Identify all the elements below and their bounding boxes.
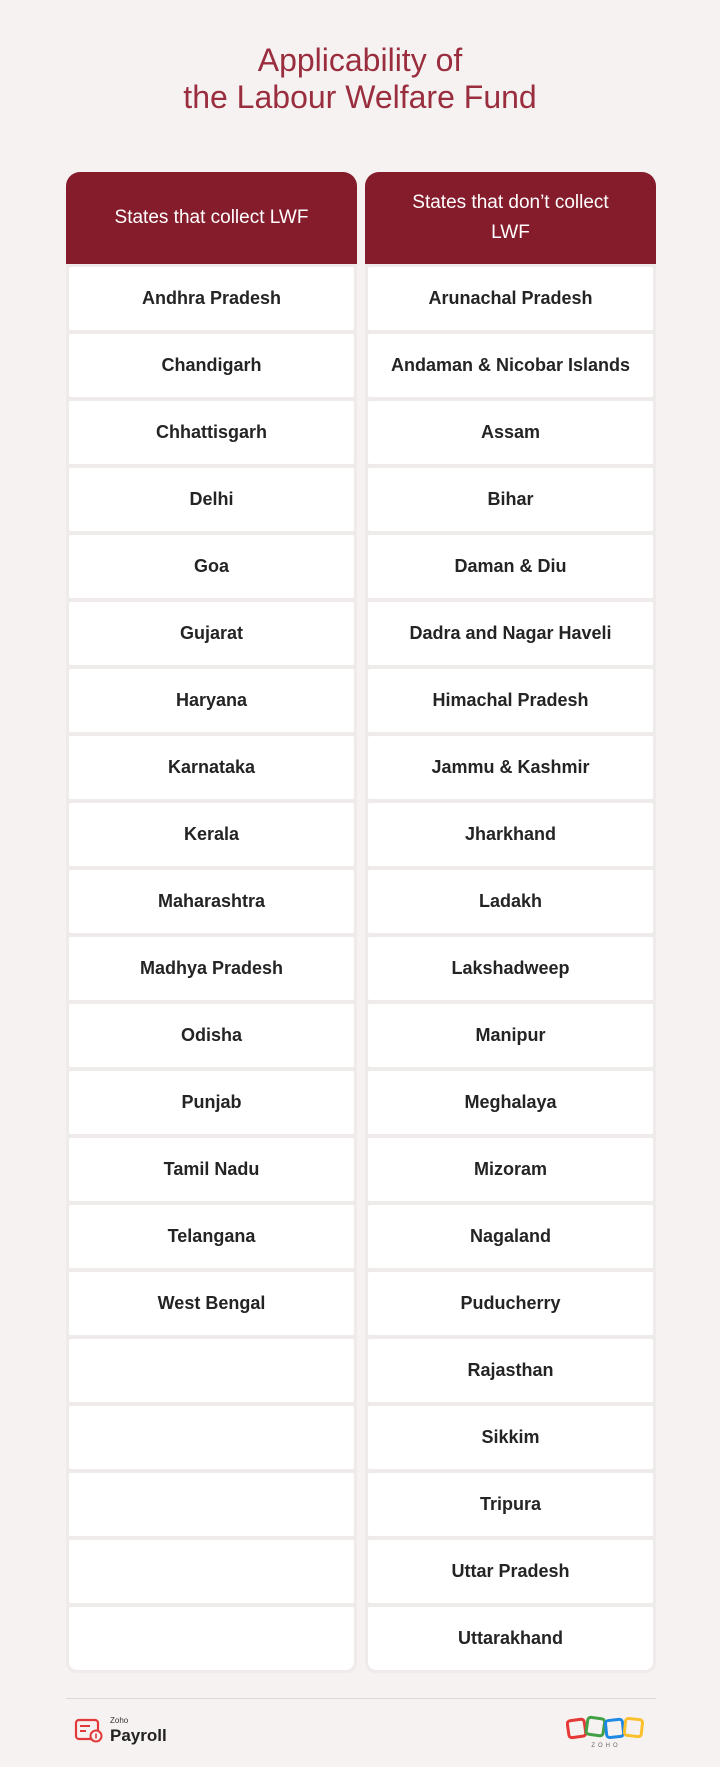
brand-name: Payroll (110, 1725, 167, 1745)
table-cell: Andaman & Nicobar Islands (368, 334, 653, 397)
table-cell: Puducherry (368, 1272, 653, 1335)
table-cell: Bihar (368, 468, 653, 531)
table-cell: Arunachal Pradesh (368, 267, 653, 330)
table-cell: Haryana (69, 669, 354, 732)
title-line-2: the Labour Welfare Fund (183, 79, 537, 115)
zoho-logo-icon (566, 1715, 646, 1741)
zoho-payroll-brand (74, 1715, 167, 1745)
table-cell: Delhi (69, 468, 354, 531)
table-cell: Dadra and Nagar Haveli (368, 602, 653, 665)
table-cell: Himachal Pradesh (368, 669, 653, 732)
table-cell: Karnataka (69, 736, 354, 799)
table-cell: Andhra Pradesh (69, 267, 354, 330)
table-cell (69, 1540, 354, 1603)
table-cell (69, 1473, 354, 1536)
table-cell: Tamil Nadu (69, 1138, 354, 1201)
table-cell: Goa (69, 535, 354, 598)
table-cell: Meghalaya (368, 1071, 653, 1134)
column-dont-collect (365, 264, 656, 1673)
table-cell: Assam (368, 401, 653, 464)
footer-divider (66, 1698, 656, 1699)
table-cell: Daman & Diu (368, 535, 653, 598)
table-cell (69, 1607, 354, 1670)
table-cell: Jammu & Kashmir (368, 736, 653, 799)
table-cell: Uttarakhand (368, 1607, 653, 1670)
table-cell: Madhya Pradesh (69, 937, 354, 1000)
table-cell (69, 1339, 354, 1402)
lwf-table (66, 172, 656, 1673)
table-cell: Odisha (69, 1004, 354, 1067)
table-cell: Uttar Pradesh (368, 1540, 653, 1603)
table-cell: Sikkim (368, 1406, 653, 1469)
table-cell: Telangana (69, 1205, 354, 1268)
table-cell (69, 1406, 354, 1469)
table-cell: Chhattisgarh (69, 401, 354, 464)
header-dont-collect: States that don’t collect LWF (365, 172, 656, 264)
table-cell: Punjab (69, 1071, 354, 1134)
table-cell: Gujarat (69, 602, 354, 665)
column-collect (66, 264, 357, 1673)
zoho-logo (566, 1715, 646, 1749)
table-cell: Jharkhand (368, 803, 653, 866)
table-cell: Mizoram (368, 1138, 653, 1201)
table-cell: Manipur (368, 1004, 653, 1067)
payroll-app-icon (74, 1715, 104, 1745)
brand-small-text: Zoho (110, 1715, 129, 1725)
header-collect: States that collect LWF (66, 172, 357, 264)
table-cell: Chandigarh (69, 334, 354, 397)
table-cell: Rajasthan (368, 1339, 653, 1402)
table-cell: Nagaland (368, 1205, 653, 1268)
table-cell: West Bengal (69, 1272, 354, 1335)
table-cell: Tripura (368, 1473, 653, 1536)
table-cell: Lakshadweep (368, 937, 653, 1000)
page-title (0, 42, 720, 116)
table-cell: Kerala (69, 803, 354, 866)
title-line-1: Applicability of (257, 42, 463, 78)
table-cell: Ladakh (368, 870, 653, 933)
table-cell: Maharashtra (69, 870, 354, 933)
zoho-wordmark: ZOHO (591, 1743, 621, 1749)
